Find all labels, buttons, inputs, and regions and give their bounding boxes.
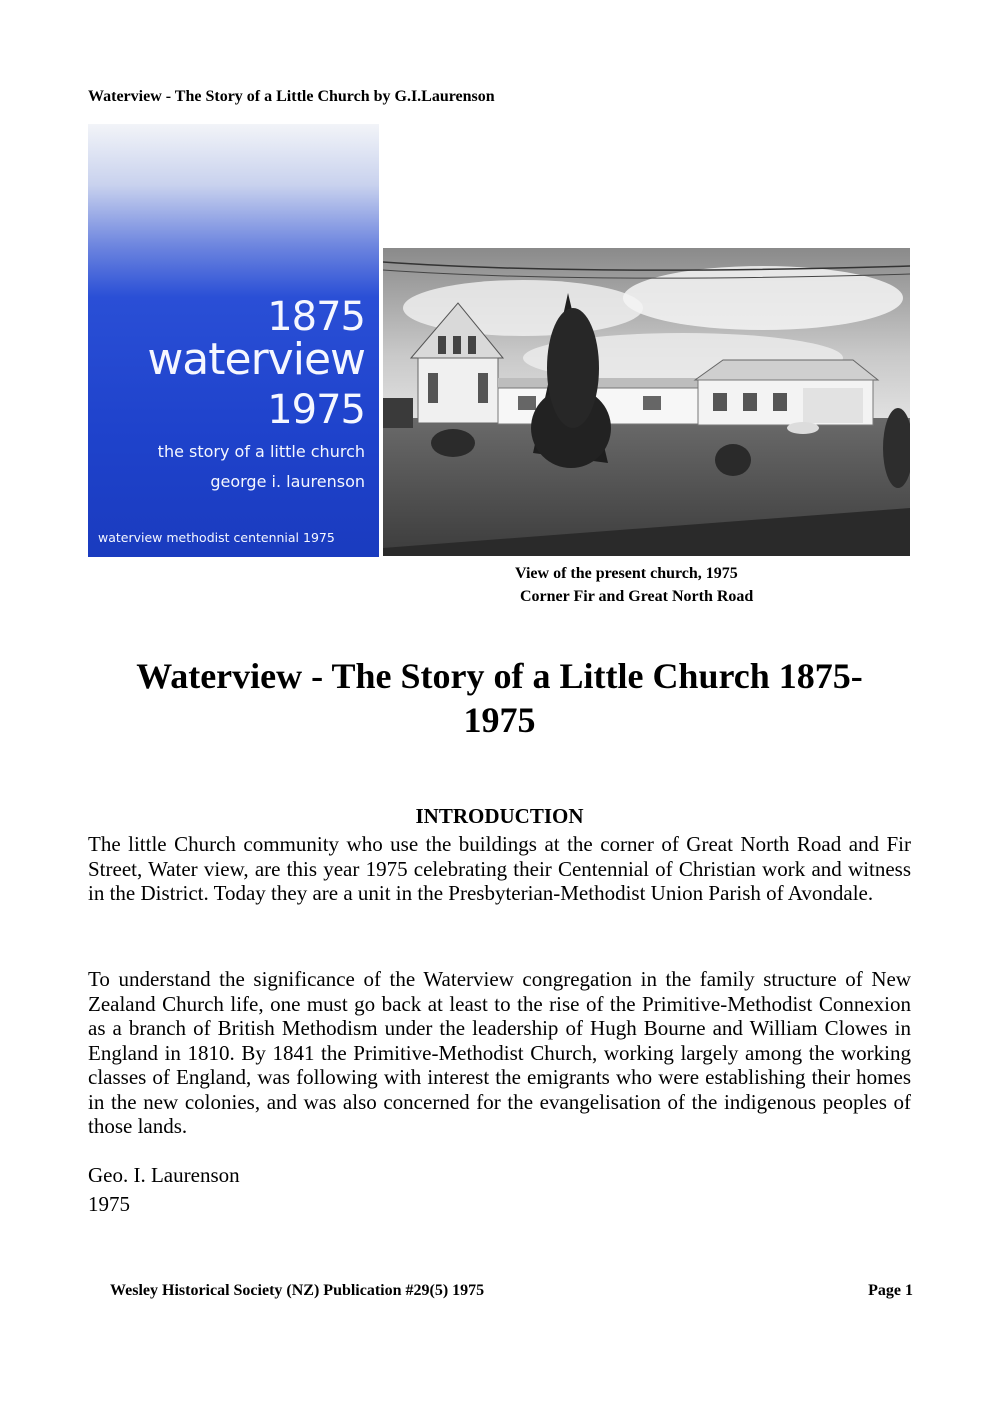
section-heading: INTRODUCTION (415, 804, 584, 828)
main-title-line2: 1975 (463, 700, 536, 740)
paragraph: The little Church community who use the buildings at the corner of Great North Road and Fir Street, Water view, are this year 1975 celebrating their Centennial of Christian work and witness in the District. Today they are a unit in the Presbyterian-Methodist Union Parish of Avondale. (88, 832, 911, 905)
paragraph: To understand the significance of the Waterview congregation in the family structure of New Zealand Church life, one must go back at least to the rise of the Primitive-Methodist Connexion as a branch of British Methodism under the leadership of Hugh Bourne and William Clowes in England in 1810. By 1841 the Primitive-Methodist Church, working largely among the working classes of England, was following with interest the emigrants who were establishing their homes in the new colonies, and was also concerned for the evangelisation of the indigenous peoples of those lands. (88, 967, 911, 1138)
main-title (88, 654, 911, 742)
signature-year: 1975 (88, 1192, 130, 1216)
church-photo (383, 248, 910, 556)
cover-year-end: 1975 (267, 387, 365, 433)
photo-caption-line2: Corner Fir and Great North Road (520, 588, 754, 605)
photo-caption-line1: View of the present church, 1975 (515, 565, 738, 582)
footer-page-number: Page 1 (868, 1282, 913, 1299)
signature-name: Geo. I. Laurenson (88, 1163, 240, 1187)
cover-subtitle: the story of a little church (157, 442, 365, 461)
main-title-line1: Waterview - The Story of a Little Church 1875- (136, 656, 863, 696)
footer-publication: Wesley Historical Society (NZ) Publication #29(5) 1975 (110, 1282, 485, 1299)
photo-caption (515, 562, 753, 608)
cover-year-start: 1875 (267, 294, 365, 340)
cover-author: george i. laurenson (210, 472, 365, 491)
cover-title: waterview (147, 334, 365, 385)
cover-footer: waterview methodist centennial 1975 (98, 530, 335, 545)
running-header: Waterview - The Story of a Little Church by G.I.Laurenson (88, 88, 495, 105)
book-cover-image (88, 124, 379, 557)
